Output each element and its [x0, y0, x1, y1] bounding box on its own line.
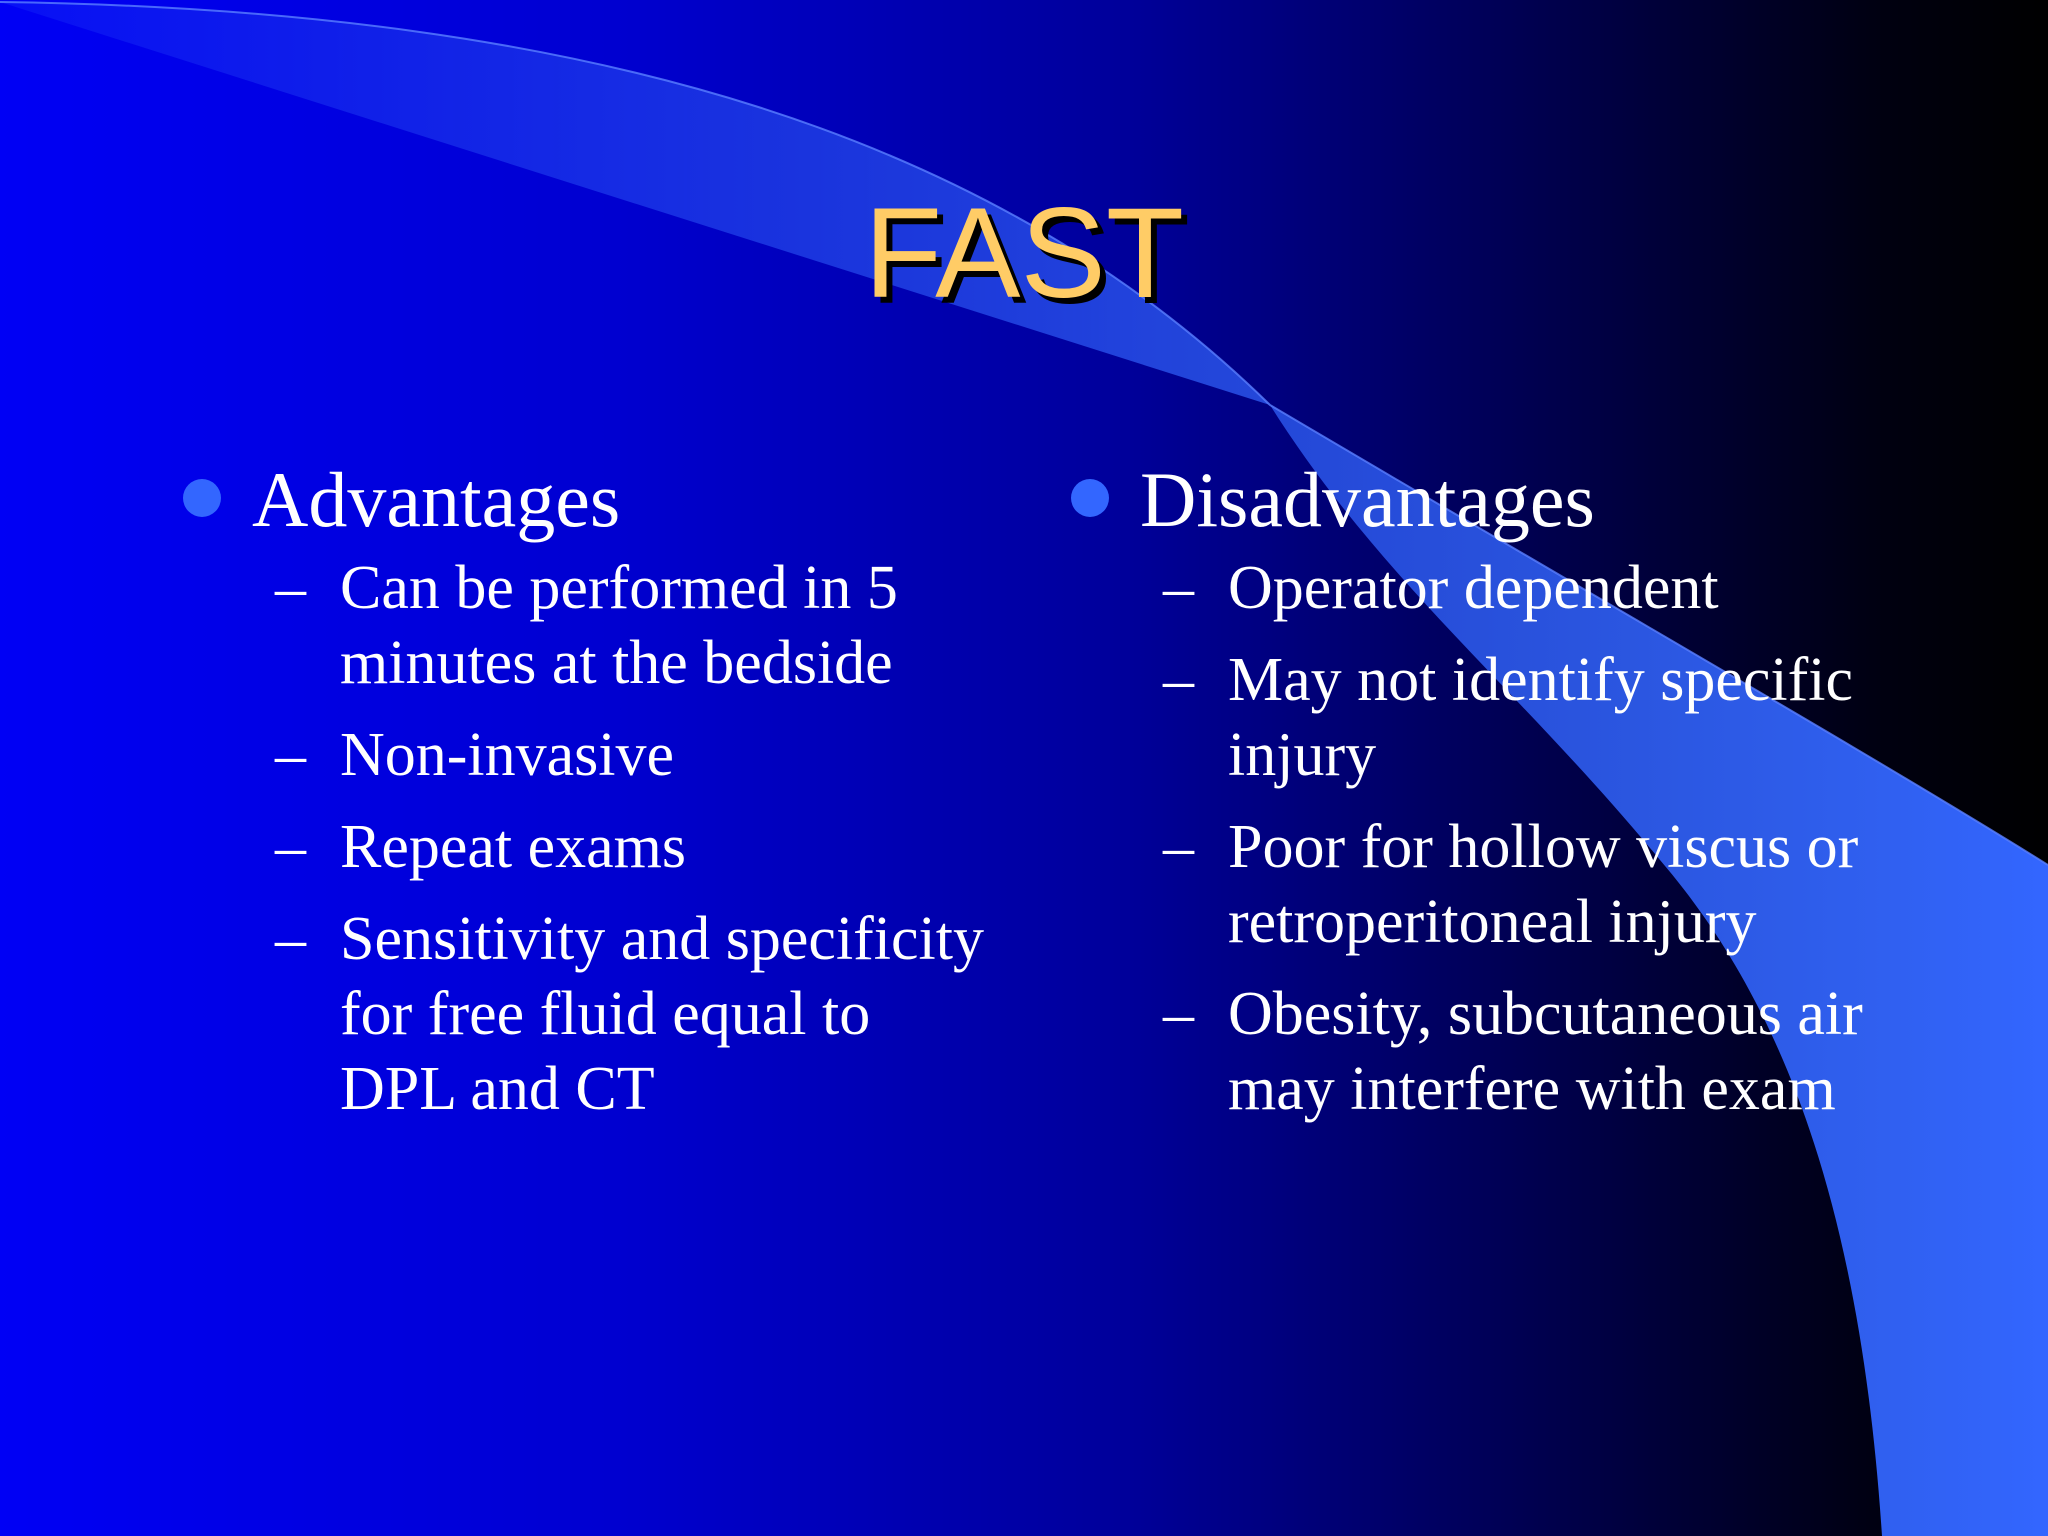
- advantages-list: [175, 551, 995, 1127]
- item-text: Sensitivity and specificity for free fluid equal to DPL and CT: [340, 905, 985, 1123]
- item-text: Operator dependent: [1228, 554, 1719, 622]
- dash-icon: –: [1163, 646, 1194, 714]
- list-item: [1063, 810, 1883, 960]
- dash-icon: –: [1163, 554, 1194, 622]
- list-item: [1063, 551, 1883, 626]
- bullet-dot-icon: [1071, 479, 1109, 517]
- list-item: [1063, 643, 1883, 793]
- advantages-heading: [175, 455, 995, 545]
- slide-title: FAST: [863, 182, 1185, 325]
- bullet-dot-icon: [183, 479, 221, 517]
- dash-icon: –: [275, 905, 306, 973]
- disadvantages-column: [1063, 455, 1883, 1144]
- item-text: Poor for hollow viscus or retroperitoneal injury: [1228, 813, 1859, 956]
- list-item: [175, 718, 995, 793]
- heading-label: Disadvantages: [1140, 456, 1595, 543]
- item-text: Repeat exams: [340, 813, 687, 881]
- item-text: Can be performed in 5 minutes at the bedside: [340, 554, 898, 697]
- list-item: [175, 551, 995, 701]
- item-text: May not identify specific injury: [1228, 646, 1853, 789]
- item-text: Obesity, subcutaneous air may interfere with exam: [1228, 980, 1863, 1123]
- heading-label: Advantages: [252, 456, 621, 543]
- list-item: [1063, 977, 1883, 1127]
- disadvantages-heading: [1063, 455, 1883, 545]
- list-item: [175, 810, 995, 885]
- dash-icon: –: [1163, 980, 1194, 1048]
- dash-icon: –: [1163, 813, 1194, 881]
- item-text: Non-invasive: [340, 721, 675, 789]
- list-item: [175, 902, 995, 1127]
- disadvantages-list: [1063, 551, 1883, 1127]
- advantages-column: [175, 455, 995, 1144]
- dash-icon: –: [275, 554, 306, 622]
- dash-icon: –: [275, 813, 306, 881]
- dash-icon: –: [275, 721, 306, 789]
